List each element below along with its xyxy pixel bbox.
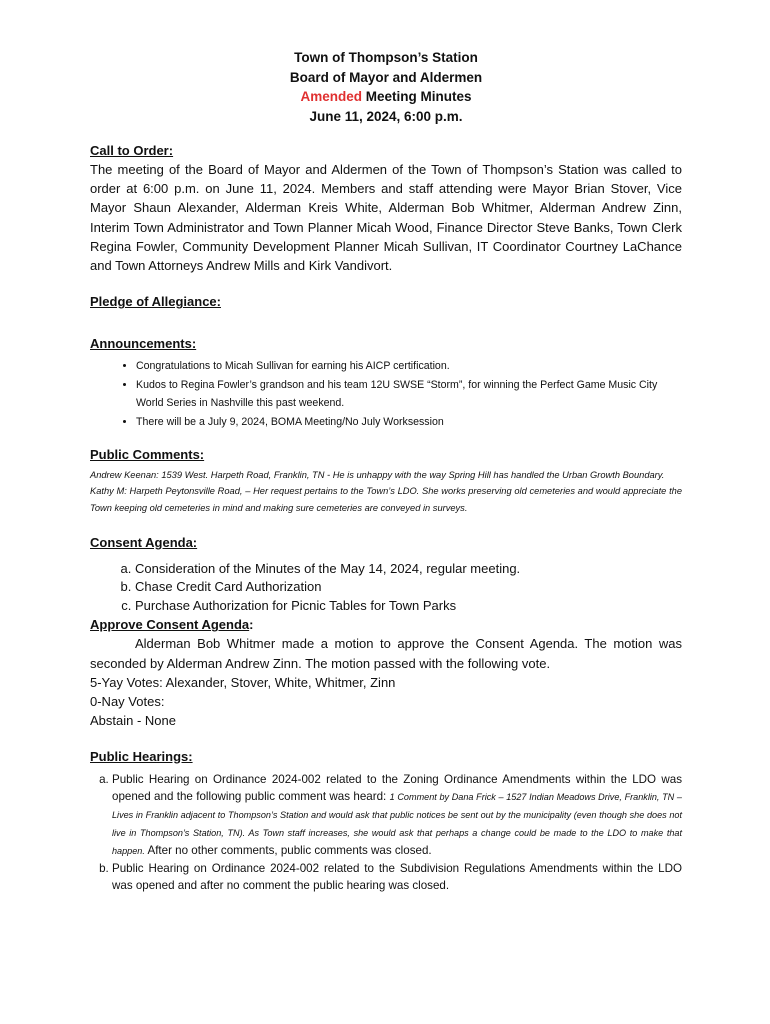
announcements-heading: Announcements: xyxy=(90,336,197,352)
list-item: • There will be a July 9, 2024, BOMA Meeting/No July Worksession xyxy=(136,413,682,432)
announcements-list xyxy=(90,357,682,431)
yay-votes: 5-Yay Votes: Alexander, Stover, White, Whitmer, Zinn xyxy=(90,674,396,690)
public-comment-2: Kathy M: Harpeth Peytonsville Road, – Her request pertains to the Town’s LDO. She works preserving old cemeteries and would appreciate the Town keeping old cemeteries in mind and making sure cemeteries are conveyed in surveys. xyxy=(90,486,682,513)
meeting-date: June 11, 2024, 6:00 p.m. xyxy=(309,108,463,124)
list-item: b. Chase Credit Card Authorization xyxy=(135,578,682,597)
town-name: Town of Thompson’s Station xyxy=(294,50,478,65)
document-header xyxy=(90,48,682,126)
list-item: b. Public Hearing on Ordinance 2024-002 related to the Subdivision Regulations Amendments within the LDO was opened and after no comment the public hearing was closed. xyxy=(112,860,682,894)
hearing-1-comment: 1 Comment by Dana Frick – 1527 Indian Meadows Drive, Franklin, TN – Lives in Franklin adjacent to Thompson’s Station and would ask that public notices be sent out by the municipality (even though she does not live in Thompson’s Station, TN). As Town staff increases, she would ask that perhaps a change could be made to the LDO to make that happen. xyxy=(112,791,682,856)
public-hearings-list xyxy=(90,771,682,894)
meeting-type xyxy=(90,87,682,107)
consent-motion: Alderman Bob Whitmer made a motion to approve the Consent Agenda. The motion was seconded by Alderman Andrew Zinn. The motion passed with the following vote. xyxy=(90,636,682,671)
pledge-heading: Pledge of Allegiance: xyxy=(90,294,221,310)
nay-votes: 0-Nay Votes: xyxy=(90,693,165,709)
consent-agenda-list xyxy=(90,560,682,616)
call-to-order-heading: Call to Order: xyxy=(90,143,174,158)
public-hearings-heading: Public Hearings: xyxy=(90,748,193,764)
hearing-1-text: Public Hearing on Ordinance 2024-002 related to the Zoning Ordinance Amendments within the LDO was opened and the following public comment was heard: xyxy=(112,772,682,803)
list-item: • Kudos to Regina Fowler’s grandson and his team 12U SWSE “Storm”, for winning the Perfect Game Music City World Series in Nashville this past weekend. xyxy=(136,376,682,413)
public-comment-1: Andrew Keenan: 1539 West. Harpeth Road, Franklin, TN - He is unhappy with the way Spring Hill has handled the Urban Growth Boundary. xyxy=(90,470,665,481)
amended-label: Amended xyxy=(300,89,362,104)
minutes-page xyxy=(90,48,682,894)
board-name: Board of Mayor and Aldermen xyxy=(289,69,483,85)
list-item: • Congratulations to Micah Sullivan for earning his AICP certification. xyxy=(136,357,682,376)
hearing-1-closing: After no other comments, public comments was closed. xyxy=(144,843,432,857)
approve-consent-label: Approve Consent Agenda xyxy=(90,617,250,633)
public-comments-heading: Public Comments: xyxy=(90,447,205,463)
list-item: a. Consideration of the Minutes of the May 14, 2024, regular meeting. xyxy=(135,560,682,579)
meeting-minutes-label: Meeting Minutes xyxy=(362,89,472,104)
approve-consent-heading xyxy=(90,615,682,634)
approve-consent-colon: : xyxy=(249,617,254,633)
abstain-votes: Abstain - None xyxy=(90,712,176,728)
call-to-order-text: The meeting of the Board of Mayor and Aldermen of the Town of Thompson’s Station was called to order at 6:00 p.m. on June 11, 2024. Members and staff attending were Mayor Brian Stover, Vice Mayor Shaun Alexander, Alderman Kreis White, Alderman Bob Whitmer, Alderman Andrew Zinn, Interim Town Administrator and Town Planner Micah Wood, Finance Director Steve Banks, Town Clerk Regina Fowler, Community Development Planner Micah Sullivan, IT Coordinator Courtney LaChance and Town Attorneys Andrew Mills and Kirk Vandivort. xyxy=(90,162,682,274)
consent-agenda-heading: Consent Agenda: xyxy=(90,534,198,550)
list-item xyxy=(112,771,682,860)
list-item: c. Purchase Authorization for Picnic Tables for Town Parks xyxy=(135,597,682,616)
